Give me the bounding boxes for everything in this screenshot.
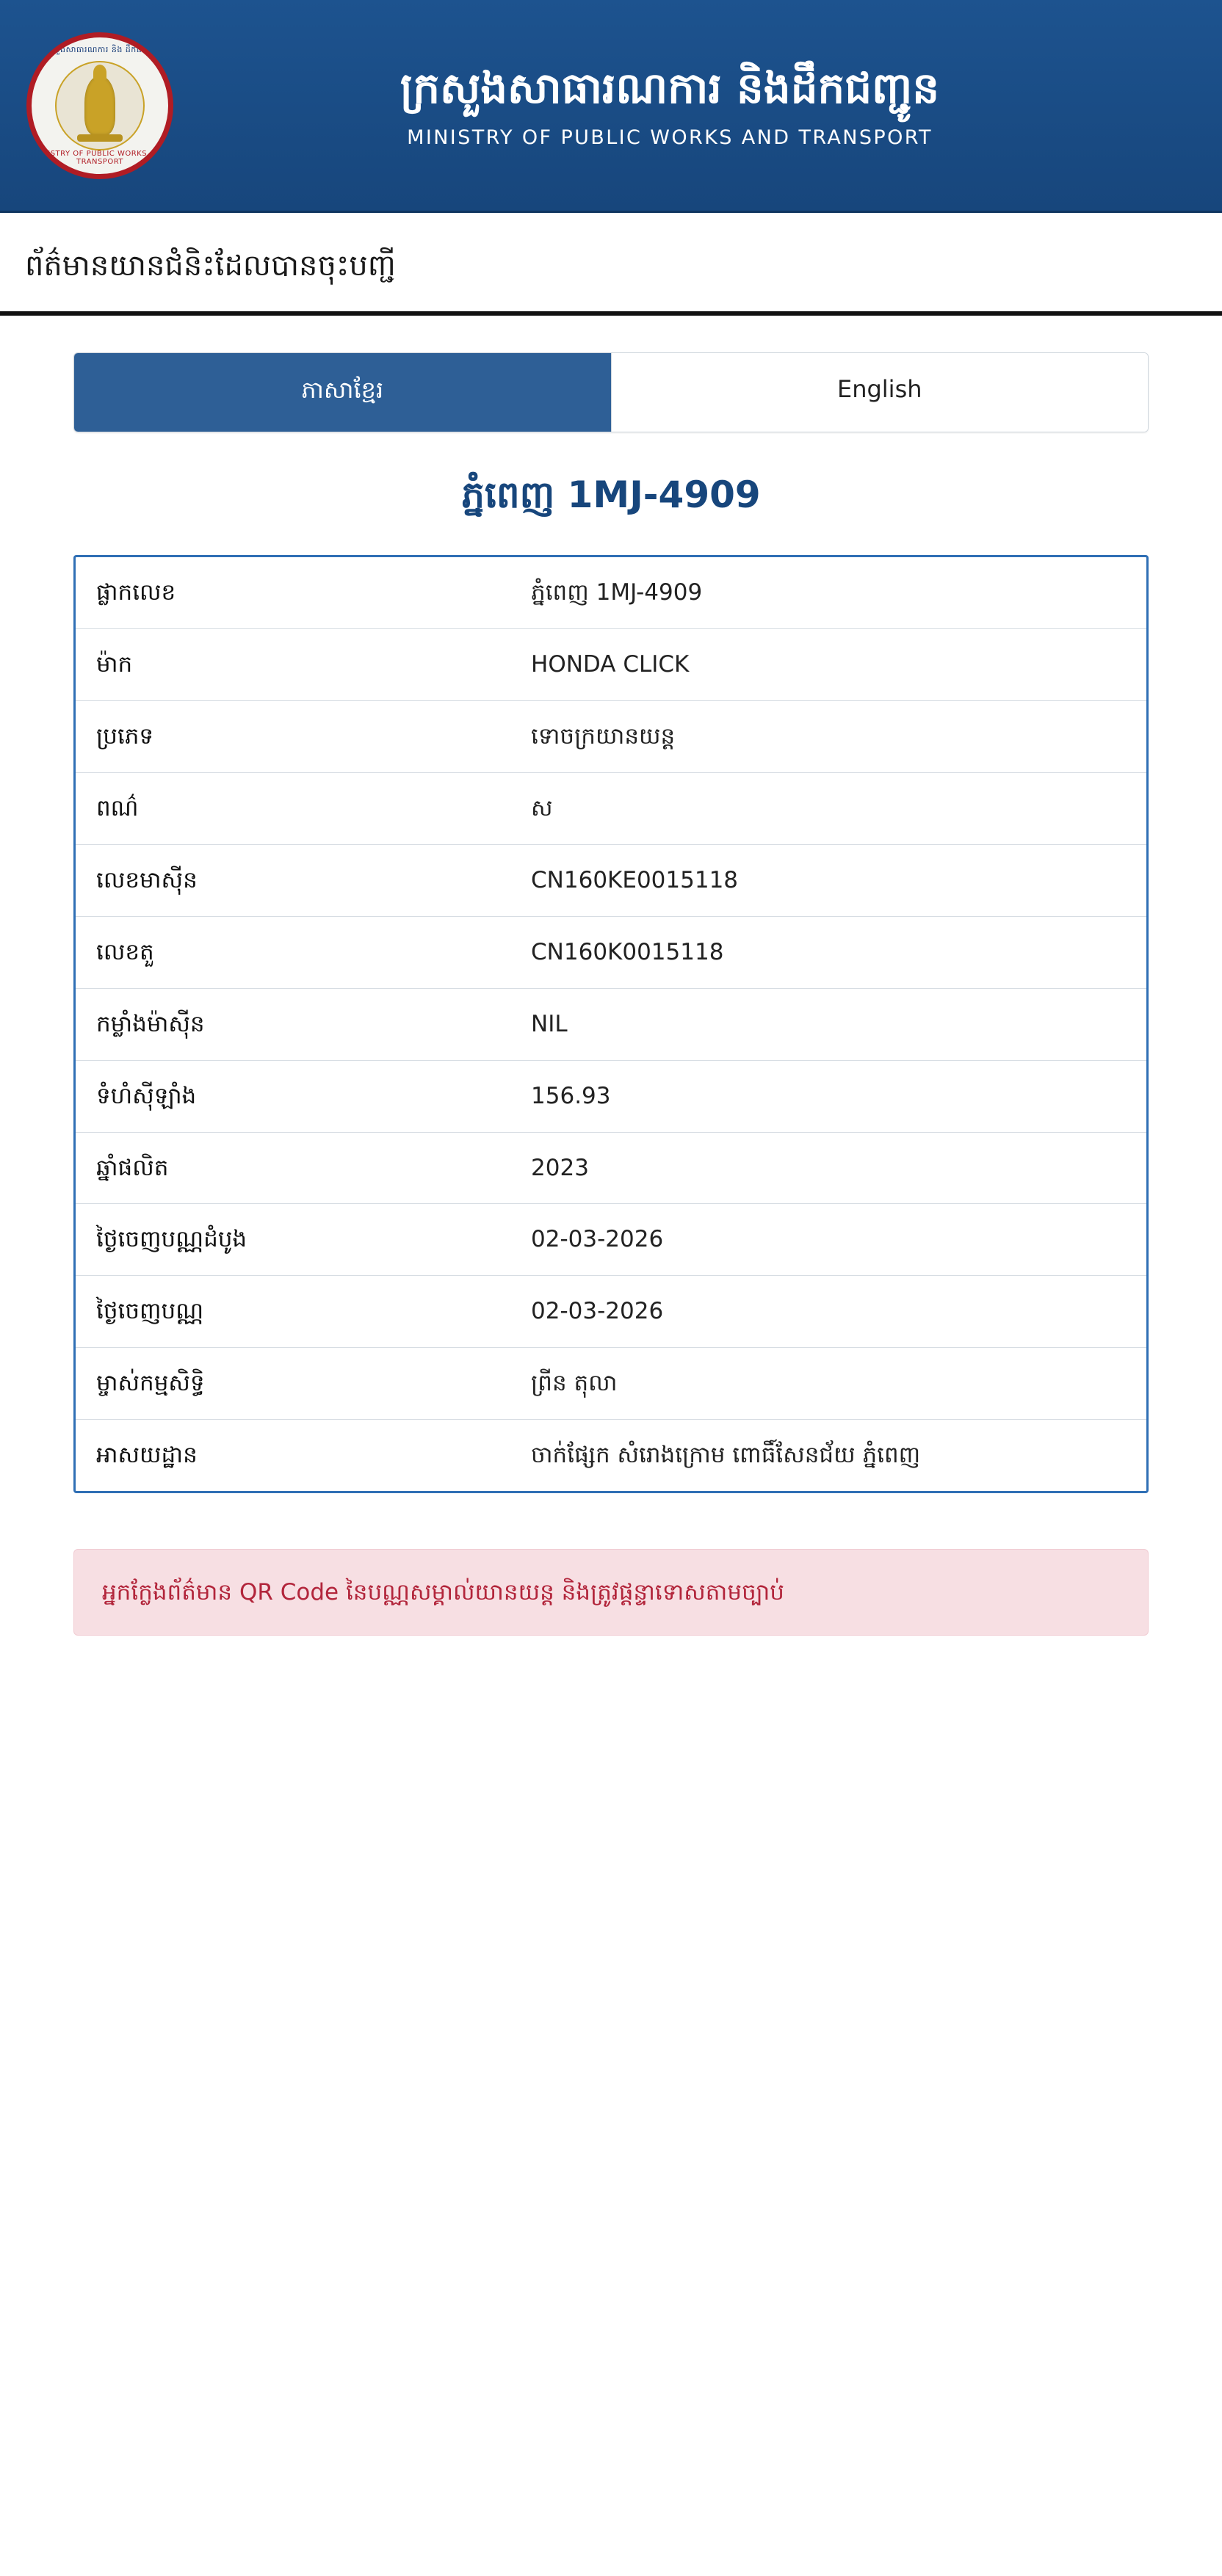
vehicle-details-table xyxy=(76,557,1146,1491)
row-value: 156.93 xyxy=(510,1060,1146,1132)
table-row xyxy=(76,1204,1146,1276)
page-title-band xyxy=(0,213,1222,316)
row-value: CN160KE0015118 xyxy=(510,844,1146,916)
row-label: ប្រភេទ xyxy=(76,700,510,772)
row-label: ឆ្នាំផលិត xyxy=(76,1132,510,1204)
table-row xyxy=(76,844,1146,916)
table-row xyxy=(76,700,1146,772)
table-row xyxy=(76,1348,1146,1420)
row-label: លេខមាស៊ីន xyxy=(76,844,510,916)
header-title-english: MINISTRY OF PUBLIC WORKS AND TRANSPORT xyxy=(407,126,933,150)
row-value: 02-03-2026 xyxy=(510,1204,1146,1276)
table-row xyxy=(76,1132,1146,1204)
table-row xyxy=(76,988,1146,1060)
emblem-inner-disc xyxy=(55,61,145,150)
row-label: កម្លាំងម៉ាស៊ីន xyxy=(76,988,510,1060)
row-label: ទំហំស៊ីឡាំង xyxy=(76,1060,510,1132)
table-row xyxy=(76,1420,1146,1491)
row-value: ចាក់ផ្សែក សំរោងក្រោម ពោធិ៍សែនជ័យ ភ្នំពេញ xyxy=(510,1420,1146,1491)
row-value: NIL xyxy=(510,988,1146,1060)
table-row xyxy=(76,772,1146,844)
row-label: ផ្លាកលេខ xyxy=(96,579,176,606)
row-value: ស xyxy=(510,772,1146,844)
emblem-ring-text-top: ក្រសួងសាធារណការ និង ដឹកជញ្ជូន xyxy=(44,44,156,54)
row-value: ទោចក្រយានយន្ត xyxy=(510,700,1146,772)
table-row xyxy=(76,628,1146,700)
vehicle-plate-heading: ភ្នំពេញ 1MJ-4909 xyxy=(461,474,761,516)
language-tabs[interactable] xyxy=(73,352,1149,432)
row-value: 02-03-2026 xyxy=(510,1276,1146,1348)
row-label: លេខតួ xyxy=(76,916,510,988)
row-value: 2023 xyxy=(510,1132,1146,1204)
row-label: ម្ចាស់កម្មសិទ្ធិ xyxy=(76,1348,510,1420)
table-row xyxy=(76,916,1146,988)
row-value: CN160K0015118 xyxy=(510,916,1146,988)
emblem-ring-text-bottom: MINISTRY OF PUBLIC WORKS AND TRANSPORT xyxy=(32,149,167,166)
row-value: HONDA CLICK xyxy=(510,628,1146,700)
site-header xyxy=(0,0,1222,213)
table-row xyxy=(76,1060,1146,1132)
table-row xyxy=(76,1276,1146,1348)
table-row xyxy=(76,557,1146,628)
row-label: ថ្ងៃចេញបណ្ណដំបូង xyxy=(76,1204,510,1276)
row-label: ម៉ាក xyxy=(76,628,510,700)
vehicle-details-panel xyxy=(73,555,1149,1493)
tab-english[interactable]: English xyxy=(611,353,1149,432)
tab-khmer[interactable]: ភាសាខ្មែរ xyxy=(74,353,611,432)
page-title: ព័ត៌មានយានជំនិះដែលបានចុះបញ្ជី xyxy=(25,249,396,283)
header-title-block xyxy=(173,62,1196,150)
row-label: អាសយដ្ឋាន xyxy=(76,1420,510,1491)
row-label: ថ្ងៃចេញបណ្ណ xyxy=(76,1276,510,1348)
emblem-deity-figure xyxy=(84,76,115,135)
header-title-khmer: ក្រសួងសាធារណការ និងដឹកជញ្ជូន xyxy=(400,62,940,113)
ministry-emblem-icon xyxy=(26,32,173,179)
row-label: ពណ៌ xyxy=(76,772,510,844)
warning-notice: អ្នកក្លែងព័ត៌មាន QR Code នៃបណ្ណសម្គាល់យានយន្ត និងត្រូវផ្តន្ទាទោសតាមច្បាប់ xyxy=(73,1549,1149,1636)
row-value: ភ្នំពេញ 1MJ-4909 xyxy=(531,579,703,606)
row-value: ព្រីន តុលា xyxy=(510,1348,1146,1420)
